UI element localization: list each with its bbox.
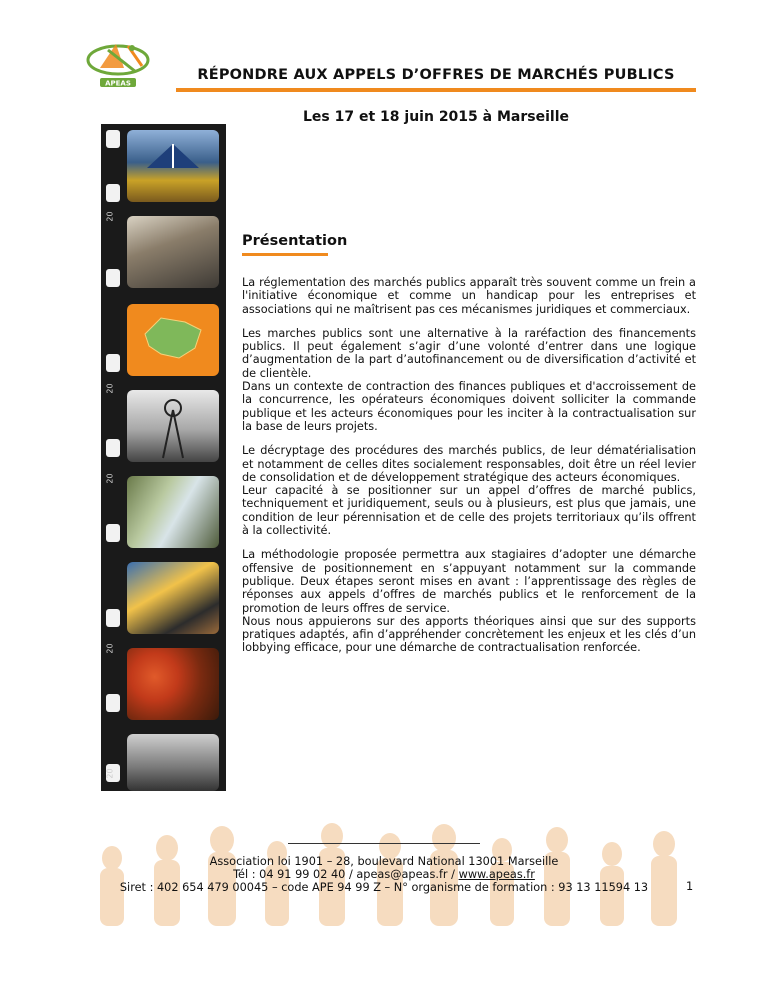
paragraph: Leur capacité à se positionner sur un appel d’offres de marché publics, techniquement et juridiquement, seuls ou à plusieurs, est plus que jamais, une condition de leur pérennisation et de celle des projets territoriaux qu’ils offrent à la collectivité. xyxy=(242,484,696,538)
body-text xyxy=(242,276,696,666)
film-edge-number: 20 xyxy=(105,768,115,779)
document-title: RÉPONDRE AUX APPELS D’OFFRES DE MARCHÉS PUBLICS xyxy=(197,67,675,83)
paragraph: Dans un contexte de contraction des finances publiques et d'accroissement de la concurrence, les opérateurs économiques doivent solliciter la commande publique et les acteurs économiques pour les inciter à la contractualisation sur la base de leurs projets. xyxy=(242,380,696,433)
footer-address: Association loi 1901 – 28, boulevard National 13001 Marseille xyxy=(209,855,559,868)
footer-registration: Siret : 402 654 479 00045 – code APE 94 99 Z – N° organisme de formation : 93 13 11594 13 xyxy=(119,881,649,894)
exhibition-panels-photo xyxy=(127,476,219,548)
page-number: 1 xyxy=(686,880,694,893)
film-perforation xyxy=(106,524,120,542)
film-perforation xyxy=(106,609,120,627)
film-edge-number: 20 xyxy=(105,643,115,654)
film-perforation xyxy=(106,354,120,372)
wind-pump-bw-photo xyxy=(127,390,219,462)
paragraph: Les marches publics sont une alternative à la raréfaction des financements publics. Il peut également s’agir d’une volonté d’entrer dans une logique d’augmentation de la part d’autofinancement ou de diversification d’activité et de clientèle. xyxy=(242,326,696,380)
header-rule xyxy=(176,88,696,92)
paragraph: Nous nous appuierons sur des apports théoriques ainsi que sur des supports pratiques adaptés, afin d’appréhender concrètement les enjeux et les clés d’un lobbying efficace, pour une démarche de contractualisation renforcée. xyxy=(242,614,696,655)
footer-contact-text: Tél : 04 91 99 02 40 / apeas@apeas.fr / xyxy=(233,868,459,881)
film-perforation xyxy=(106,439,120,457)
film-perforation xyxy=(106,184,120,202)
street-mural-photo xyxy=(127,562,219,634)
paragraph: La réglementation des marchés publics apparaît très souvent comme un frein a l'initiative économique et comme un handicap pour les entreprises et associations qui ne maîtrisent pas ces mécanismes juridiques et commerciaux. xyxy=(242,276,696,316)
website-link[interactable]: www.apeas.fr xyxy=(458,868,535,881)
region-map-orange xyxy=(127,304,219,376)
section-rule xyxy=(242,253,328,256)
footer-contact xyxy=(72,868,696,881)
film-edge-number: 20 xyxy=(105,383,115,394)
paragraph: Le décryptage des procédures des marchés publics, de leur dématérialisation et notamment de celles dites socialement responsables, doit être un réel levier de consolidation et de développement stratégique des acteurs économiques. xyxy=(242,444,696,484)
film-perforation xyxy=(106,130,120,148)
film-edge-number: 20 xyxy=(105,211,115,222)
film-strip-image xyxy=(101,124,226,791)
film-perforation xyxy=(106,269,120,287)
apeas-logo xyxy=(78,38,158,90)
bw-crowd-photo xyxy=(127,734,219,791)
section-title: Présentation xyxy=(242,233,348,249)
logo-text: APEAS xyxy=(105,79,131,88)
market-produce-photo xyxy=(127,648,219,720)
film-perforation xyxy=(106,694,120,712)
film-edge-number: 20 xyxy=(105,473,115,484)
event-dates: Les 17 et 18 juin 2015 à Marseille xyxy=(303,109,569,125)
paragraph: La méthodologie proposée permettra aux stagiaires d’adopter une démarche offensive de positionnement en s’appuyant notamment sur la commande publique. Deux étapes seront mises en avant : l’apprentissage des règles de réponses aux appels d’offres de marchés publics et le renforcement de la promotion de leurs offres de service. xyxy=(242,548,696,615)
big-top-tent-photo xyxy=(127,130,219,202)
footer-rule xyxy=(288,843,480,844)
conference-audience-photo xyxy=(127,216,219,288)
